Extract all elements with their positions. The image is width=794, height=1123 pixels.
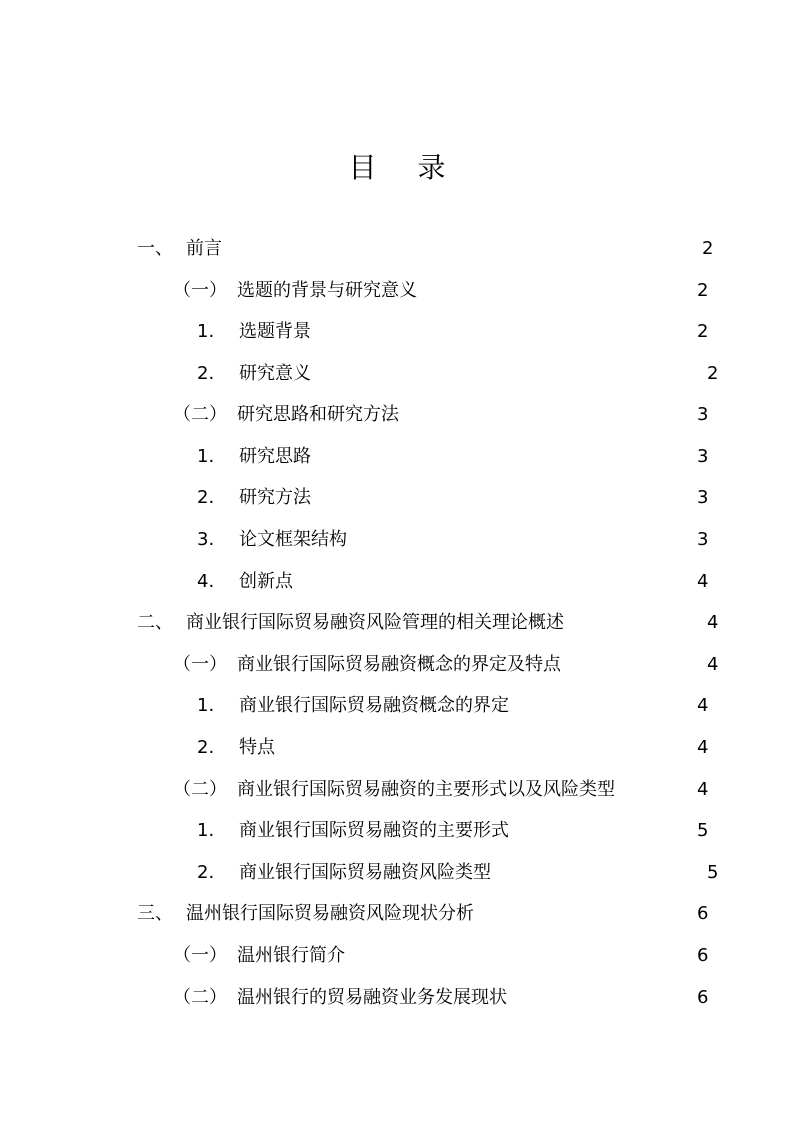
toc-entry-page: 4 — [697, 779, 709, 800]
toc-entry-label: 温州银行国际贸易融资风险现状分析 — [186, 903, 474, 924]
toc-entry-page: 6 — [697, 945, 709, 966]
toc-entry-page: 4 — [697, 571, 709, 592]
toc-entry-label: 研究方法 — [239, 487, 311, 508]
toc-entry[interactable] — [0, 690, 794, 722]
toc-entry-label: 商业银行国际贸易融资风险管理的相关理论概述 — [186, 612, 564, 633]
toc-entry[interactable] — [0, 358, 794, 390]
toc-entry-number: （二） — [173, 987, 227, 1008]
toc-entry-number: 2. — [197, 737, 215, 758]
toc-entry[interactable] — [0, 815, 794, 847]
toc-entry-number: 2. — [197, 487, 215, 508]
toc-entry-label: 商业银行国际贸易融资概念的界定 — [239, 695, 509, 716]
toc-entry-label: 商业银行国际贸易融资风险类型 — [239, 862, 491, 883]
toc-entry[interactable] — [0, 566, 794, 598]
toc-entry-label: 选题的背景与研究意义 — [237, 280, 417, 301]
toc-entry-label: 商业银行国际贸易融资概念的界定及特点 — [237, 654, 561, 675]
toc-entry-page: 4 — [707, 612, 719, 633]
toc-entry-label: 商业银行国际贸易融资的主要形式 — [239, 820, 509, 841]
toc-entry-label: 前言 — [186, 238, 222, 259]
toc-entry[interactable] — [0, 482, 794, 514]
toc-entry-page: 4 — [697, 695, 709, 716]
toc-entry[interactable] — [0, 732, 794, 764]
toc-entry-number: （一） — [173, 280, 227, 301]
toc-entry-number: 一、 — [137, 238, 173, 259]
toc-entry-label: 商业银行国际贸易融资的主要形式以及风险类型 — [237, 779, 615, 800]
toc-entry[interactable] — [0, 774, 794, 806]
toc-entry[interactable] — [0, 441, 794, 473]
toc-entry-label: 温州银行的贸易融资业务发展现状 — [237, 987, 507, 1008]
toc-entry[interactable] — [0, 898, 794, 930]
toc-entry-number: 三、 — [137, 903, 173, 924]
toc-entry-number: 二、 — [137, 612, 173, 633]
toc-entry-page: 2 — [697, 280, 709, 301]
toc-entry[interactable] — [0, 649, 794, 681]
toc-entry-page: 4 — [697, 737, 709, 758]
toc-entry-label: 研究意义 — [239, 363, 311, 384]
toc-entry-number: （一） — [173, 945, 227, 966]
toc-entry[interactable] — [0, 399, 794, 431]
toc-entry-label: 论文框架结构 — [239, 529, 347, 550]
toc-entry[interactable] — [0, 607, 794, 639]
toc-entry-number: （二） — [173, 404, 227, 425]
toc-entry-label: 研究思路 — [239, 446, 311, 467]
toc-entry-number: （二） — [173, 779, 227, 800]
toc-entry-page: 3 — [697, 404, 709, 425]
toc-entry-page: 5 — [707, 862, 719, 883]
toc-entry-number: （一） — [173, 654, 227, 675]
toc-entry-label: 选题背景 — [239, 321, 311, 342]
toc-entry[interactable] — [0, 857, 794, 889]
toc-entry-page: 6 — [697, 987, 709, 1008]
toc-entry-page: 5 — [697, 820, 709, 841]
toc-entry[interactable] — [0, 233, 794, 265]
toc-entry-page: 3 — [697, 529, 709, 550]
toc-entry-page: 3 — [697, 446, 709, 467]
toc-entry-number: 1. — [197, 695, 215, 716]
toc-entry-page: 2 — [707, 363, 719, 384]
toc-entry-label: 特点 — [239, 737, 275, 758]
toc-entry-page: 6 — [697, 903, 709, 924]
toc-entry-number: 2. — [197, 363, 215, 384]
toc-entry-page: 2 — [697, 321, 709, 342]
toc-entry-number: 2. — [197, 862, 215, 883]
toc-entry[interactable] — [0, 982, 794, 1014]
toc-entry-page: 4 — [707, 654, 719, 675]
toc-entry-page: 2 — [702, 238, 714, 259]
toc-entry-number: 1. — [197, 820, 215, 841]
toc-entry[interactable] — [0, 940, 794, 972]
toc-entry[interactable] — [0, 524, 794, 556]
toc-entry-number: 3. — [197, 529, 215, 550]
toc-entry-page: 3 — [697, 487, 709, 508]
toc-entry-label: 温州银行简介 — [237, 945, 345, 966]
toc-entry[interactable] — [0, 275, 794, 307]
toc-entry-label: 创新点 — [239, 571, 293, 592]
toc-entry-number: 1. — [197, 446, 215, 467]
toc-entry-label: 研究思路和研究方法 — [237, 404, 399, 425]
toc-entry-number: 1. — [197, 321, 215, 342]
page-title: 目 录 — [348, 151, 462, 184]
toc-entry-number: 4. — [197, 571, 215, 592]
toc-entry[interactable] — [0, 316, 794, 348]
